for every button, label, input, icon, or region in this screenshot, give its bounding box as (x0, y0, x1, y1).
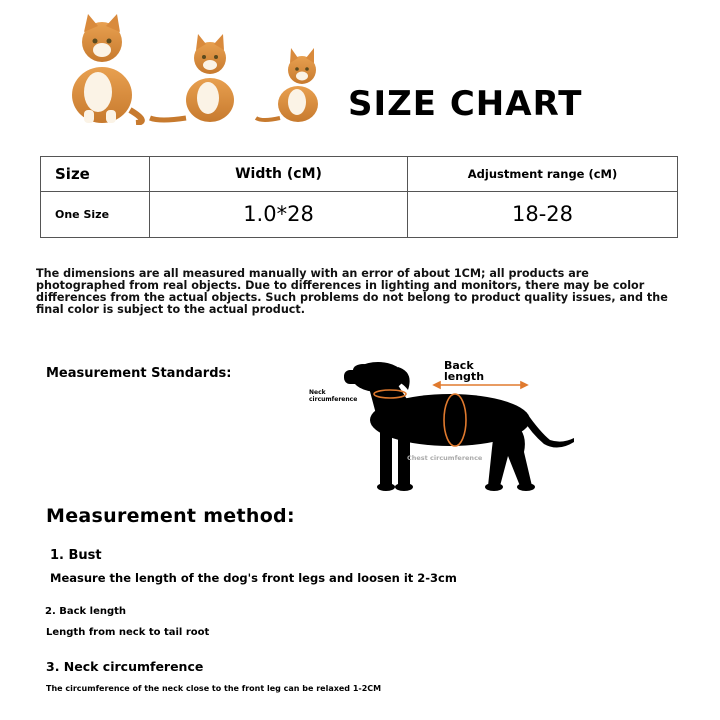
cat-large (72, 14, 142, 123)
size-table (40, 156, 678, 238)
method-item-2-desc: Length from neck to tail root (46, 627, 210, 638)
method-item-2-heading: 2. Back length (45, 606, 127, 617)
neck-label-2: circumference (309, 396, 358, 403)
table-header-width: Width (cM) (150, 157, 408, 192)
measurement-standards-label: Measurement Standards: (46, 366, 232, 381)
disclaimer-note: The dimensions are all measured manually with an error of about 1CM; all products are photographed from real objects. Due to differences in lighting and monitors, there may be color differences from the actual objects. Such problems do not belong to product quality issues, and the final color is subject to the actual product. (36, 267, 668, 316)
cat-small (256, 48, 318, 122)
method-item-3-heading: 3. Neck circumference (46, 659, 204, 674)
method-item-3-desc: The circumference of the neck close to the front leg can be relaxed 1-2CM (46, 684, 382, 693)
table-header-row (41, 157, 678, 192)
table-header-size: Size (41, 157, 150, 192)
back-length-label-2: length (444, 370, 485, 383)
chest-label: Chest circumference (407, 454, 483, 462)
back-length-arrow-right (521, 382, 527, 388)
dog-measurement-diagram (300, 352, 590, 502)
three-orange-cats-image (40, 10, 340, 125)
method-item-1-desc: Measure the length of the dog's front legs and loosen it 2-3cm (50, 571, 457, 585)
table-cell-width: 1.0*28 (150, 191, 408, 237)
cat-medium (150, 34, 234, 122)
table-cell-size: One Size (41, 191, 150, 237)
back-length-label-1: Back (444, 359, 474, 372)
page-title: SIZE CHART (348, 84, 583, 124)
table-header-adjustment: Adjustment range (cM) (408, 157, 678, 192)
back-length-arrow-left (434, 382, 440, 388)
method-item-1-heading: 1. Bust (50, 548, 102, 563)
table-row (41, 191, 678, 237)
table-cell-adjustment: 18-28 (408, 191, 678, 237)
measurement-method-title: Measurement method: (46, 505, 295, 527)
neck-label-1: Neck (309, 389, 326, 396)
